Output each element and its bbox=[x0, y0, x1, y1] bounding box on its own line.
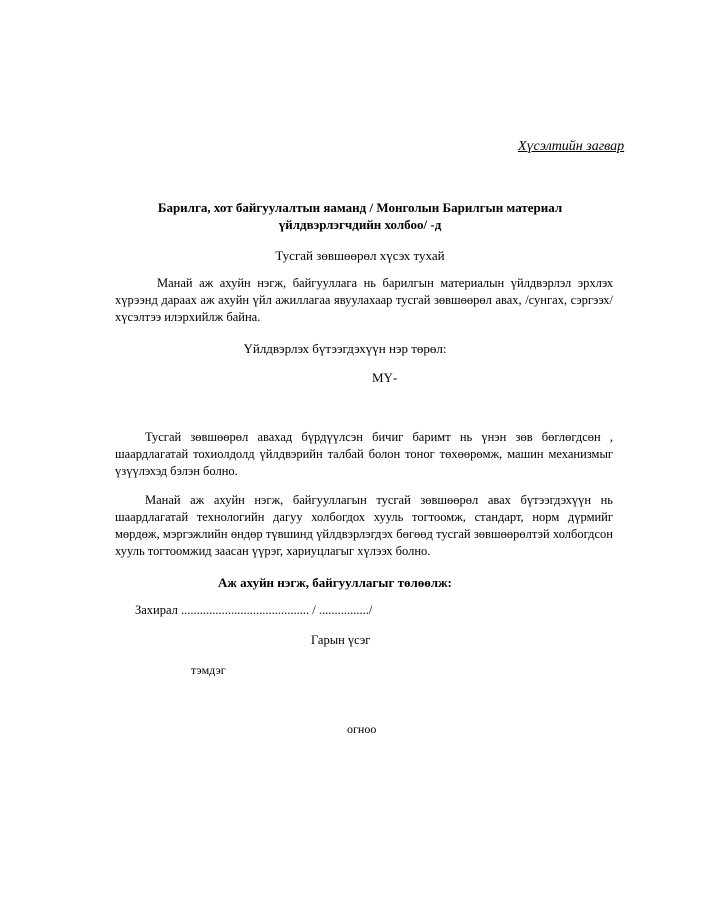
product-code: МҮ- bbox=[372, 370, 398, 385]
paragraph-compliance bbox=[115, 492, 613, 560]
representative-heading: Аж ахуйн нэгж, байгууллагыг төлөөлж: bbox=[218, 575, 452, 590]
subject-line: Тусгай зөвшөөрөл хүсэх тухай bbox=[275, 248, 445, 263]
paragraph-request bbox=[115, 275, 613, 326]
paragraph-documents bbox=[115, 429, 613, 480]
product-type-label: Үйлдвэрлэх бүтээгдэхүүн нэр төрөл: bbox=[243, 341, 447, 356]
stamp-label: тэмдэг bbox=[191, 663, 226, 677]
recipient-line-2: үйлдвэрлэгчдийн холбоо/ -д bbox=[278, 217, 442, 232]
paragraph-request-text: Манай аж ахуйн нэгж, байгууллага нь барилгын материалын үйлдвэрлэл эрхлэх хүрээнд дараах аж ахуйн үйл ажиллагаа явуулахаар тусгай зөвшөөрөл авах, /сунгах, сэргээх/ хүсэлтээ илэрхийлж байна. bbox=[115, 276, 613, 324]
template-label: Хүсэлтийн загвар bbox=[518, 139, 625, 154]
recipient-line-1: Барилга, хот байгуулалтын яаманд / Монголын Барилгын материал bbox=[157, 200, 563, 215]
date-label: огноо bbox=[347, 722, 377, 736]
director-signature-line: Захирал ......................................... / ................/ bbox=[135, 603, 373, 617]
paragraph-documents-text: Тусгай зөвшөөрөл авахад бүрдүүлсэн бичиг баримт нь үнэн зөв бөглөгдсөн , шаардлагатай тохиолдолд үйлдвэрийн талбай болон тоног төхөөрөмж, машин механизмыг үзүүлэхэд бэлэн болно. bbox=[115, 430, 613, 478]
signature-label: Гарын үсэг bbox=[311, 633, 371, 647]
paragraph-compliance-text: Манай аж ахуйн нэгж, байгууллагын тусгай зөвшөөрөл авах бүтээгдэхүүн нь шаардлагатай технологийн дагуу холбогдох хууль тогтоомж, стандарт, норм дүрмийг мөрдөж, мэргэжлийн өндөр түвшинд үйлдвэрлэгдэх бөгөөд тусгай зөвшөөрөлтэй холбогдсон хууль тогтоомжид заасан үүрэг, хариуцлагыг хүлээх болно. bbox=[115, 493, 613, 558]
recipient-heading bbox=[100, 199, 620, 233]
